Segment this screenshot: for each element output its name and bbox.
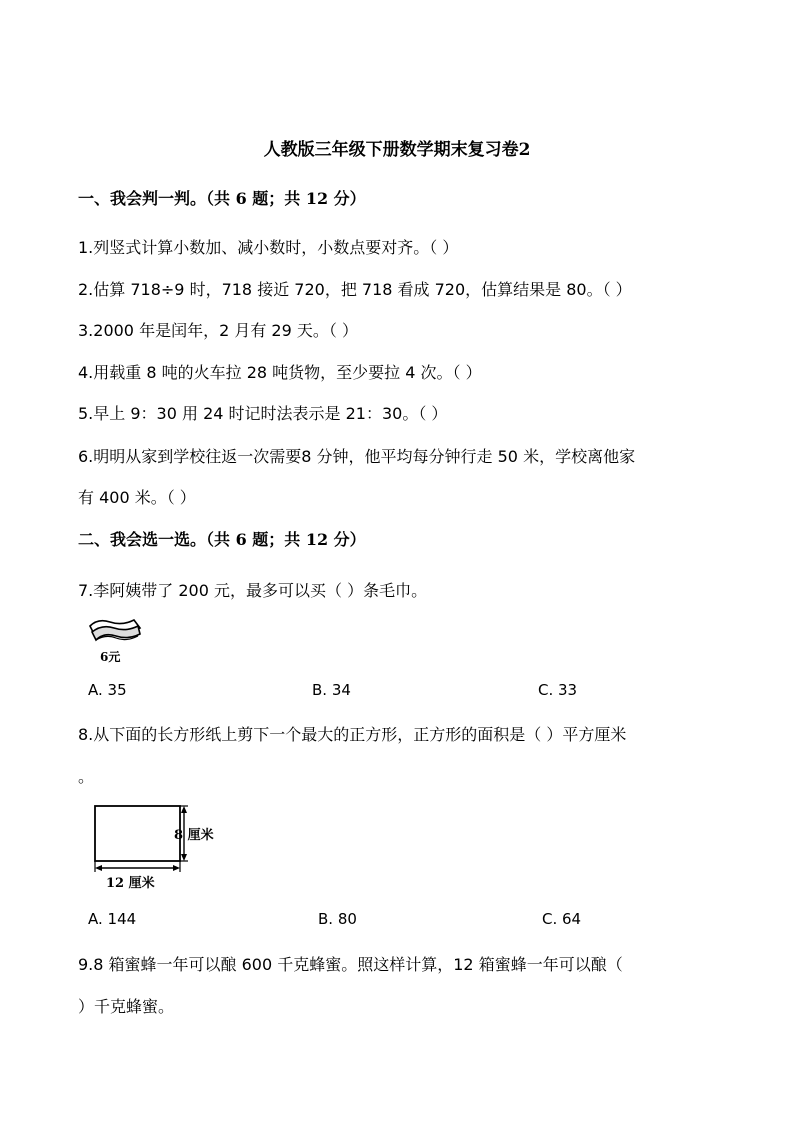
towel-figure bbox=[84, 612, 144, 664]
section-1-heading: 一、我会判一判。（共 6 题；共 12 分） bbox=[78, 189, 366, 208]
question-5: 5.早上 9：30 用 24 时记时法表示是 21：30。（ ） bbox=[78, 404, 448, 423]
page-title: 人教版三年级下册数学期末复习卷2 bbox=[263, 140, 531, 160]
rectangle-figure bbox=[88, 802, 238, 896]
q8-option-a: A. 144 bbox=[88, 910, 137, 928]
question-8-line-1: 8.从下面的长方形纸上剪下一个最大的正方形，正方形的面积是（ ）平方厘米 bbox=[78, 725, 627, 744]
question-9-line-1: 9.8 箱蜜蜂一年可以酿 600 千克蜂蜜。照这样计算，12 箱蜜蜂一年可以酿（ bbox=[78, 955, 623, 974]
question-4: 4.用载重 8 吨的火车拉 28 吨货物，至少要拉 4 次。（ ） bbox=[78, 363, 482, 382]
question-6-line-2: 有 400 米。（ ） bbox=[78, 488, 196, 507]
question-9-line-2: ）千克蜂蜜。 bbox=[78, 997, 175, 1016]
question-3: 3.2000 年是闰年，2 月有 29 天。（ ） bbox=[78, 321, 358, 340]
rectangle-height-label: 8 厘米 bbox=[174, 828, 214, 843]
q7-option-b: B. 34 bbox=[312, 681, 351, 699]
question-1: 1.列竖式计算小数加、减小数时，小数点要对齐。（ ） bbox=[78, 238, 459, 257]
q7-option-c: C. 33 bbox=[538, 681, 578, 699]
question-6-line-1: 6.明明从家到学校往返一次需要8 分钟，他平均每分钟行走 50 米，学校离他家 bbox=[78, 447, 636, 466]
rectangle-width-label: 12 厘米 bbox=[106, 876, 155, 891]
section-2-heading: 二、我会选一选。（共 6 题；共 12 分） bbox=[78, 530, 366, 549]
question-8-line-2: 。 bbox=[78, 767, 95, 786]
towel-price-label: 6元 bbox=[100, 650, 121, 664]
q8-option-c: C. 64 bbox=[542, 910, 582, 928]
question-7: 7.李阿姨带了 200 元，最多可以买（ ）条毛巾。 bbox=[78, 581, 428, 600]
q7-option-a: A. 35 bbox=[88, 681, 127, 699]
q8-option-b: B. 80 bbox=[318, 910, 357, 928]
question-2: 2.估算 718÷9 时，718 接近 720，把 718 看成 720，估算结果是 80。（ ） bbox=[78, 280, 632, 299]
